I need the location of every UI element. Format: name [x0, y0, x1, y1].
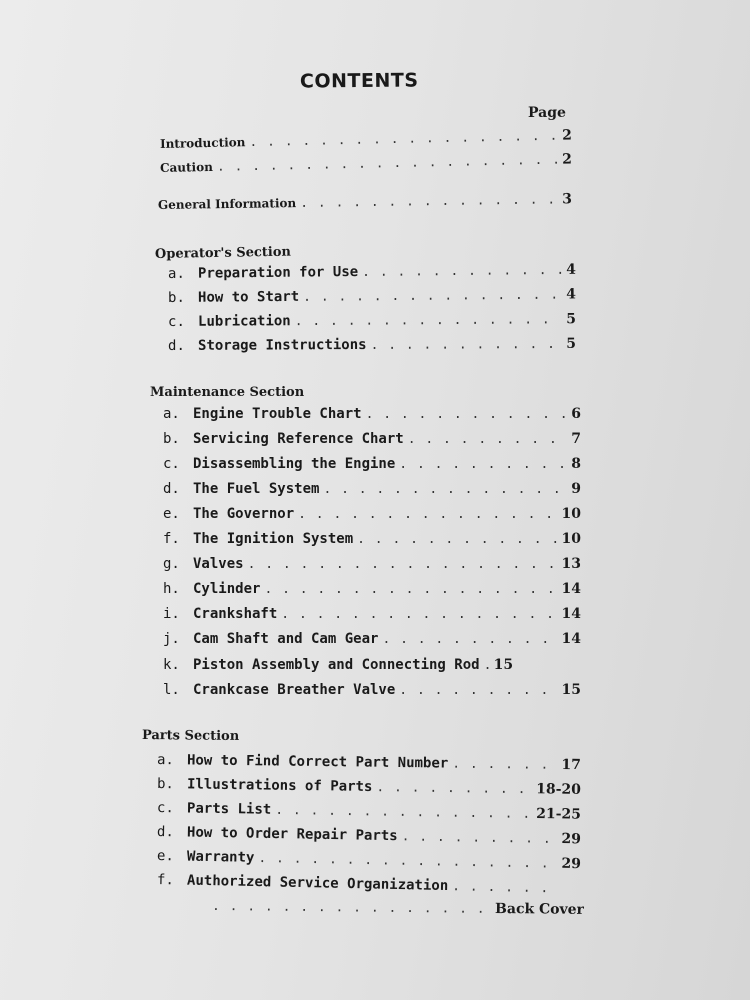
toc-entry-lubrication[interactable] — [168, 311, 576, 330]
section-heading-parts: Parts Section — [141, 728, 240, 745]
leader-dots — [281, 607, 557, 622]
toc-entry-label: Authorized Service Organization — [186, 872, 449, 895]
toc-entry-crankshaft[interactable] — [163, 606, 581, 622]
toc-entry-page: 15 — [493, 657, 514, 673]
toc-entry-letter: c. — [156, 800, 174, 817]
toc-entry-letter: d. — [156, 824, 174, 841]
toc-entry-page: 29 — [561, 855, 582, 873]
toc-entry-ignition-system[interactable] — [163, 531, 581, 547]
toc-entry-page: 21-25 — [536, 805, 582, 823]
leader-dots — [323, 482, 567, 497]
toc-entry-storage[interactable] — [168, 336, 576, 354]
toc-entry-engine-trouble[interactable] — [163, 406, 581, 422]
toc-entry-page: 14 — [561, 631, 581, 647]
toc-entry-label: Preparation for Use — [197, 264, 359, 282]
toc-entry-letter: b. — [156, 776, 174, 793]
toc-entry-letter: e. — [156, 848, 175, 865]
leader-dots — [376, 780, 532, 797]
toc-entry-label: Engine Trouble Chart — [193, 406, 362, 422]
toc-entry-page: 8 — [571, 456, 581, 472]
toc-entry-letter: f. — [156, 872, 175, 889]
toc-entry-cylinder[interactable] — [163, 581, 581, 597]
toc-entry-how-to-start[interactable] — [168, 286, 576, 306]
toc-entry-label: Piston Assembly and Connecting Rod — [193, 657, 480, 673]
toc-entry-disassembling[interactable] — [163, 456, 581, 472]
toc-entry-page: 14 — [561, 581, 581, 597]
leader-dots — [258, 851, 557, 872]
toc-entry-letter: j. — [163, 631, 180, 647]
page-column-header: Page — [528, 105, 566, 121]
toc-entry-page: 6 — [571, 406, 581, 422]
toc-entry-label: How to Order Repair Parts — [186, 824, 398, 845]
toc-entry-label: The Governor — [193, 506, 295, 522]
toc-entry-label: Illustrations of Parts — [186, 776, 373, 796]
toc-entry-letter: d. — [163, 481, 180, 497]
toc-entry-cam-shaft[interactable] — [163, 631, 581, 647]
toc-entry-label: Parts List — [186, 800, 272, 818]
toc-entry-page: 4 — [566, 286, 577, 303]
toc-entry-order-repair-parts[interactable] — [157, 824, 581, 847]
toc-entry-servicing-reference[interactable] — [163, 431, 581, 447]
toc-entry-page: 5 — [566, 335, 577, 352]
toc-entry-page: 18-20 — [536, 781, 582, 798]
leader-dots — [212, 899, 491, 917]
toc-entry-letter: b. — [167, 289, 185, 306]
leader-dots — [399, 683, 557, 698]
toc-entry-label: Valves — [193, 556, 244, 572]
page-title: CONTENTS — [299, 69, 419, 93]
toc-entry-label: Lubrication — [197, 313, 291, 330]
leader-dots — [248, 557, 558, 572]
toc-entry-label: Warranty — [186, 848, 255, 866]
toc-entry-label: Cam Shaft and Cam Gear — [193, 631, 379, 647]
leader-dots — [402, 829, 558, 847]
toc-entry-letter: b. — [163, 431, 180, 447]
toc-entry-letter: d. — [167, 337, 185, 354]
toc-entry-letter: i. — [163, 606, 180, 622]
toc-entry-letter: c. — [163, 456, 180, 472]
toc-entry-warranty[interactable] — [157, 848, 581, 872]
leader-dots — [300, 192, 558, 211]
toc-entry-letter: a. — [163, 406, 180, 422]
toc-entry-letter: a. — [156, 752, 174, 769]
toc-entry-crankcase-breather[interactable] — [163, 682, 581, 698]
toc-entry-letter: a. — [167, 265, 185, 282]
toc-entry-label: The Fuel System — [193, 481, 320, 497]
toc-entry-authorized-service[interactable] — [157, 872, 557, 896]
toc-entry-valves[interactable] — [163, 556, 581, 572]
toc-entry-label: How to Start — [197, 288, 300, 306]
toc-entry-caution[interactable] — [160, 151, 572, 176]
toc-entry-illustrations[interactable] — [157, 776, 581, 798]
leader-dots — [399, 457, 567, 472]
toc-entry-page: 9 — [571, 481, 581, 497]
toc-entry-letter: l. — [163, 682, 180, 698]
toc-entry-back-cover[interactable] — [212, 898, 584, 918]
toc-entry-fuel-system[interactable] — [163, 481, 581, 497]
leader-dots — [362, 263, 562, 280]
toc-entry-page: 3 — [562, 191, 573, 208]
toc-entry-page: 29 — [561, 831, 582, 848]
toc-entry-label: Crankcase Breather Valve — [193, 682, 396, 698]
toc-entry-letter: h. — [163, 581, 180, 597]
toc-entry-page: 5 — [566, 311, 577, 328]
toc-entry-page: 13 — [561, 556, 581, 572]
leader-dots — [366, 407, 568, 422]
leader-dots — [382, 632, 557, 647]
toc-entry-letter: g. — [163, 556, 180, 572]
toc-entry-page: 10 — [561, 531, 581, 547]
leader-dots — [408, 432, 568, 447]
toc-entry-label: How to Find Correct Part Number — [186, 752, 449, 772]
toc-entry-letter: e. — [163, 506, 180, 522]
leader-dots — [303, 288, 562, 305]
toc-entry-label: The Ignition System — [193, 531, 354, 547]
leader-dots — [275, 803, 532, 822]
toc-entry-governor[interactable] — [163, 506, 581, 522]
toc-entry-page: 7 — [571, 431, 581, 447]
leader-dots — [371, 337, 563, 353]
toc-entry-letter: c. — [167, 313, 185, 330]
toc-entry-label: Caution — [159, 159, 214, 175]
leader-dots — [295, 312, 563, 329]
leader-dots — [357, 532, 557, 547]
toc-entry-page: Back Cover — [494, 900, 585, 918]
toc-entry-introduction[interactable] — [160, 127, 572, 152]
section-heading-maintenance: Maintenance Section — [150, 385, 305, 400]
toc-entry-general-information[interactable] — [158, 191, 572, 213]
toc-entry-letter: f. — [163, 531, 180, 547]
toc-entry-find-part-number[interactable] — [157, 752, 581, 773]
toc-entry-page: 15 — [561, 682, 581, 698]
toc-entry-label: Cylinder — [193, 581, 261, 597]
toc-entry-letter: k. — [163, 657, 180, 673]
leader-dots — [452, 879, 553, 896]
toc-entry-label: Disassembling the Engine — [193, 456, 396, 472]
leader-dots — [452, 757, 557, 773]
toc-entry-page: 14 — [561, 606, 581, 622]
toc-entry-label: Storage Instructions — [197, 336, 367, 354]
toc-entry-label: Servicing Reference Chart — [193, 431, 404, 447]
toc-entry-page: 2 — [561, 127, 573, 144]
toc-entry-label: Introduction — [159, 135, 246, 151]
section-heading-operators: Operator's Section — [154, 244, 292, 262]
toc-entry-page: 4 — [566, 261, 577, 278]
toc-entry-page: 2 — [561, 151, 573, 168]
leader-dots — [217, 153, 559, 175]
leader-dots — [264, 582, 557, 597]
leader-dots — [484, 658, 490, 673]
toc-entry-page: 17 — [561, 756, 582, 774]
toc-entry-page: 10 — [561, 506, 581, 522]
toc-entry-label: General Information — [157, 196, 297, 212]
toc-entry-parts-list[interactable] — [157, 800, 581, 823]
toc-entry-piston-assembly[interactable] — [163, 657, 581, 673]
leader-dots — [298, 507, 557, 522]
toc-entry-preparation[interactable] — [168, 262, 576, 282]
toc-entry-label: Crankshaft — [193, 606, 278, 622]
leader-dots — [249, 129, 558, 150]
